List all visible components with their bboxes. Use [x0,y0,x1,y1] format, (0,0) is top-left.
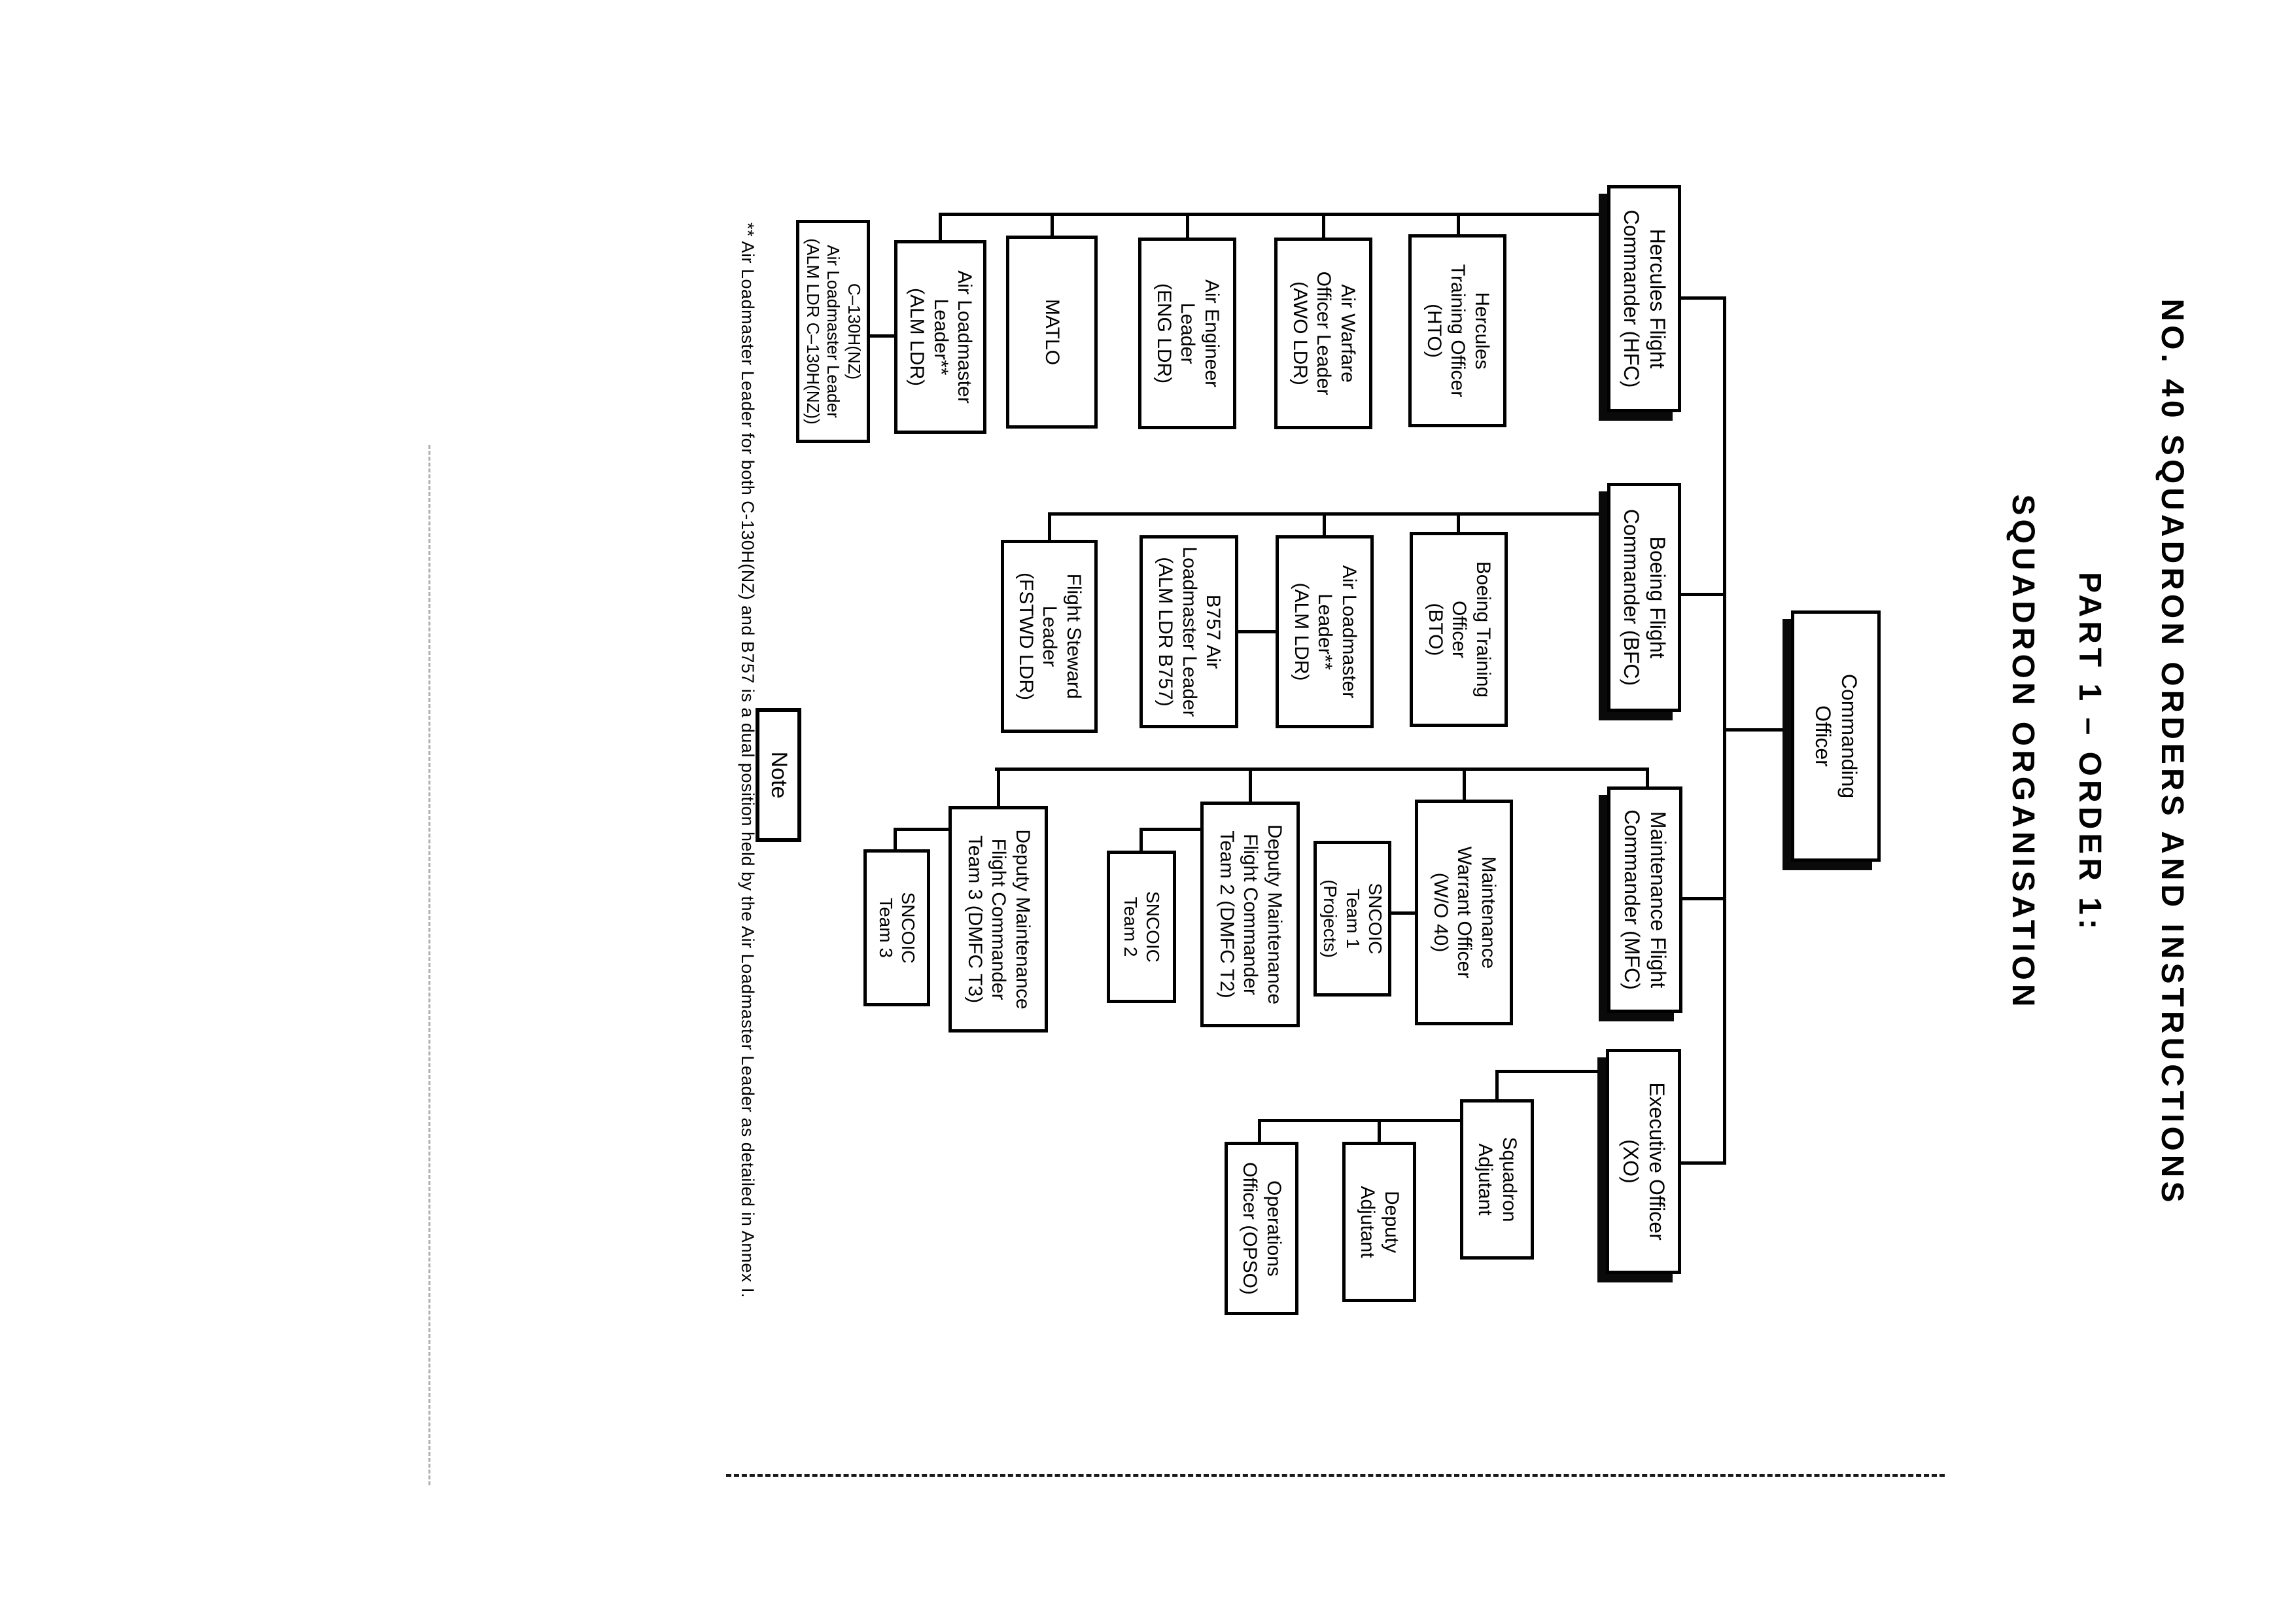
org-box-label: Team 2 (DMFC T2) [1215,830,1238,998]
org-box-label: Squadron [1499,1137,1521,1222]
org-box-label: (XO) [1619,1139,1643,1184]
connector-sqnadj-rail [1258,1119,1461,1122]
org-box-label: Adjutant [1474,1143,1497,1216]
org-box-boeing-training-officer [1410,532,1508,727]
org-box-label: Officer Leader [1313,271,1335,396]
org-box-b757-air-loadmaster-leader [1139,535,1238,728]
connector-snt2-elbow-v [1139,828,1202,831]
org-box-deputy-maintenance-flight-commander-team2 [1200,802,1300,1027]
connector-snt1-stub [1389,911,1417,915]
org-box-label: Commanding [1837,673,1861,799]
org-box-commanding-officer [1791,610,1881,862]
org-box-air-warfare-officer-leader [1274,238,1372,429]
org-box-label: Loadmaster Leader [1178,546,1200,717]
connector-eng-stub [1186,213,1189,241]
org-box-label: Hercules [1470,292,1493,370]
org-box-label: Operations [1263,1180,1285,1277]
connector-mfc-rail [995,768,1649,771]
org-box-maintenance-flight-commander [1607,786,1682,1013]
org-box-label: SNCOIC [1143,891,1164,962]
org-box-executive-officer [1606,1049,1681,1274]
org-box-label: Commander (MFC) [1620,809,1644,990]
note-heading-box [756,708,801,842]
org-box-hercules-training-officer [1408,234,1506,427]
connector-mfc-stub [1680,897,1726,900]
connector-xo-rail [1495,1070,1607,1073]
org-box-squadron-adjutant [1460,1099,1534,1260]
org-box-label: Team 2 [1121,896,1141,957]
connector-xo-stub [1679,1161,1726,1165]
org-box-label: Warrant Officer [1453,846,1476,979]
org-box-label: Deputy [1381,1190,1403,1254]
org-box-label: Adjutant [1357,1186,1379,1258]
org-box-label: Team 1 [1342,889,1363,949]
org-box-label: Commander (HFC) [1620,209,1644,388]
org-box-label: Air Engineer [1200,279,1223,388]
org-box-label: (ALM LDR C–130H(NZ)) [803,238,823,425]
connector-dmfc2-stub [1249,768,1252,805]
org-box-label: (ALM LDR B757) [1155,557,1177,707]
org-box-label: Air Warfare [1336,284,1359,383]
org-box-maintenance-warrant-officer [1415,800,1513,1025]
org-box-label: Officer [1811,705,1835,767]
connector-sqnadj-jog [1495,1070,1499,1103]
org-box-label: Officer [1448,601,1470,658]
connector-snt3-elbow-v [894,828,950,831]
org-box-label: (ALM LDR) [906,287,928,386]
org-box-operations-officer [1225,1142,1298,1315]
org-box-label: Leader [1177,302,1199,364]
org-box-label: SNCOIC [1365,883,1385,955]
connector-alm-bfc-stub [1323,512,1326,538]
org-box-sncoic-team2 [1107,851,1176,1003]
connector-matlo-stub [1051,213,1054,239]
connector-alm-hfc-stub [939,213,942,243]
connector-co-drop [1723,728,1792,732]
page-subtitle-part-order: PART 1 – ORDER 1: [2072,572,2107,933]
connector-opso-stub [1258,1119,1261,1142]
page-title: NO. 40 SQUADRON ORDERS AND INSTRUCTIONS [2155,298,2189,1207]
org-box-label: C–130H(NZ) [844,283,865,380]
org-box-label: B757 Air [1202,594,1225,669]
faint-dashed-line [428,445,430,1485]
org-box-label: Maintenance [1477,856,1499,969]
org-box-sncoic-team1 [1313,841,1391,997]
connector-snt2-elbow-h [1139,828,1143,854]
org-box-label: Boeing Flight [1645,536,1669,659]
connector-fstwd-stub [1048,512,1051,543]
org-box-label: Deputy Maintenance [1011,829,1034,1010]
org-box-label: Leader** [930,298,952,376]
org-box-matlo [1006,236,1098,429]
connector-bfc-rail [1048,512,1607,516]
org-box-label: Training Officer [1447,264,1469,398]
org-box-label: Team 3 (DMFC T3) [964,835,986,1004]
page-edge-dashed-line [726,1474,1945,1477]
org-box-hercules-flight-commander [1607,185,1681,412]
connector-dmfc3-stub [997,768,1000,809]
note-label: Note [766,751,791,799]
org-box-label: Executive Officer [1644,1082,1669,1241]
org-box-label: (W/O 40) [1429,872,1452,953]
org-box-label: (BTO) [1424,603,1446,656]
connector-trunk-rail [1723,298,1726,1165]
org-box-label: Flight Commander [1240,834,1262,995]
org-box-label: Commander (BFC) [1620,508,1644,686]
org-box-air-loadmaster-leader-bfc [1276,535,1374,728]
org-box-label: Maintenance Flight [1646,811,1670,989]
connector-bfc-stub [1679,593,1726,596]
connector-depadj-stub [1378,1119,1381,1142]
org-box-label: (HTO) [1423,304,1445,358]
connector-c130-stub [867,334,896,338]
org-box-label: Hercules Flight [1645,228,1669,369]
org-box-label: Air Loadmaster Leader [824,245,844,418]
org-box-c130-air-loadmaster-leader [796,220,870,443]
org-box-label: Deputy Maintenance [1263,824,1285,1005]
connector-wo40-stub [1463,768,1466,803]
org-box-label: Boeing Training [1472,561,1494,698]
connector-hfc-rail [939,213,1607,216]
org-box-label: (ENG LDR) [1153,283,1175,384]
org-box-label: Air Loadmaster [954,270,976,404]
org-box-air-engineer-leader [1138,238,1236,429]
org-box-deputy-adjutant [1342,1142,1416,1302]
page-subtitle-organisation: SQUADRON ORGANISATION [2006,494,2040,1011]
org-box-air-loadmaster-leader-hfc [894,240,986,434]
org-box-label: (FSTWD LDR) [1015,573,1037,700]
footnote-text: ** Air Loadmaster Leader for both C-130H(NZ) and B757 is a dual position held by the Air Loadmaster Leader as detailed in Annex I. [738,222,757,1298]
org-box-label: Flight Steward [1062,573,1085,699]
org-box-boeing-flight-commander [1607,483,1681,712]
org-box-label: MATLO [1041,298,1064,366]
org-box-label: (Projects) [1320,879,1341,958]
org-box-label: Leader** [1314,593,1336,670]
connector-b757-stub [1236,630,1278,633]
org-box-label: Officer (OPSO) [1239,1162,1261,1295]
org-box-flight-steward-leader [1001,540,1098,733]
org-box-label: Team 3 [876,898,896,958]
connector-awo-stub [1322,213,1325,241]
org-box-label: Flight Commander [988,838,1010,1000]
org-box-label: Leader [1039,605,1061,667]
org-box-sncoic-team3 [863,849,930,1006]
org-box-deputy-maintenance-flight-commander-team3 [948,806,1048,1033]
org-box-label: SNCOIC [898,892,919,964]
connector-hfc-stub [1679,296,1726,300]
org-box-label: Air Loadmaster [1338,565,1360,699]
org-box-label: (ALM LDR) [1290,582,1312,681]
org-box-label: (AWO LDR) [1289,281,1311,385]
